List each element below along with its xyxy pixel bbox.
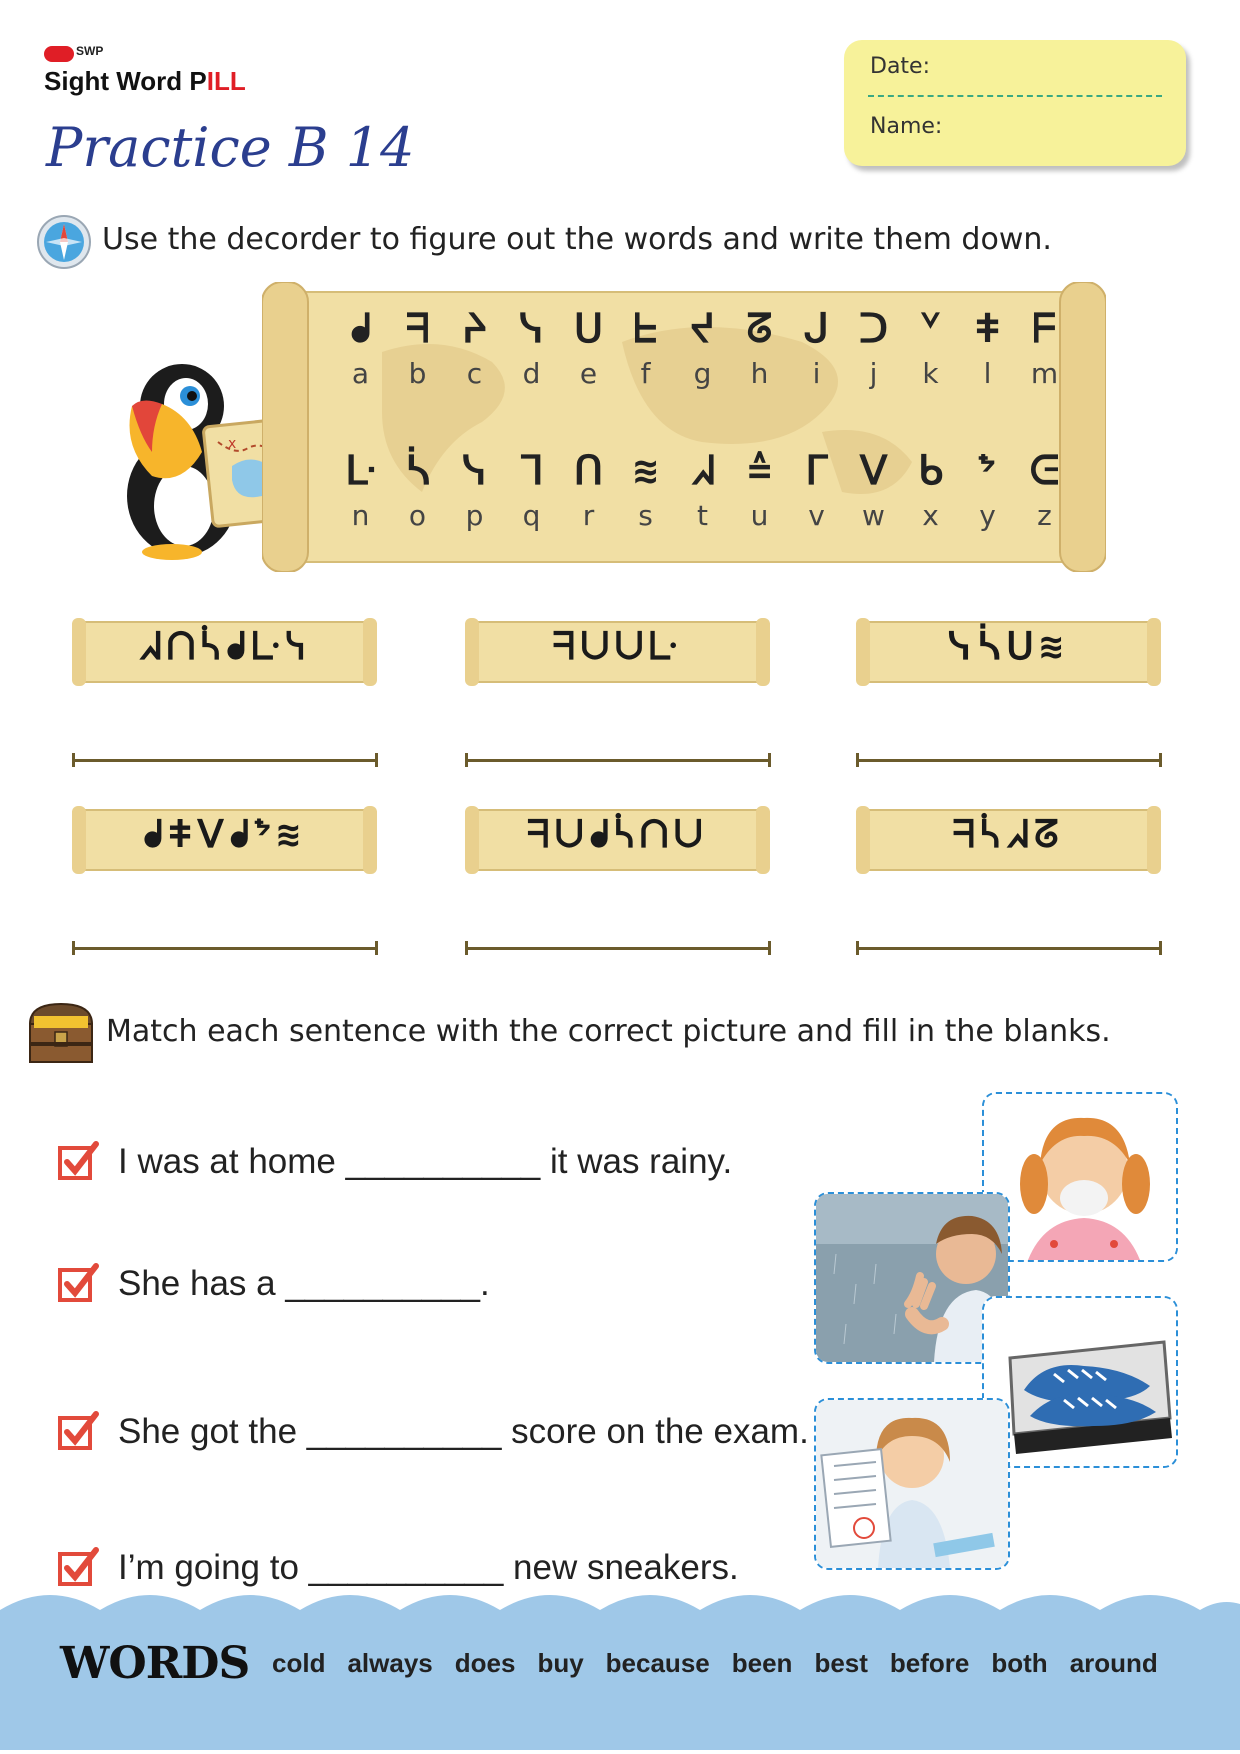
cipher-glyph: ᖮ [979, 448, 996, 494]
puzzle-code: ᖽᑎᓵᖱᒷᓭ [138, 624, 311, 668]
puzzle-scroll-1 [72, 618, 377, 686]
boy-at-rainy-window-photo[interactable] [814, 1192, 1010, 1364]
cipher-letter: x [922, 499, 939, 532]
answer-line-4[interactable] [72, 941, 378, 955]
word-item: before [889, 1648, 970, 1678]
sentence-1 [118, 1142, 732, 1182]
checkbox-icon [58, 1410, 100, 1452]
word-item: both [991, 1648, 1048, 1678]
answer-line-2[interactable] [465, 753, 771, 767]
section1-instruction: Use the decorder to figure out the words and write them down. [102, 222, 1052, 257]
cipher-letter: r [582, 499, 595, 532]
puzzle-scroll-3 [856, 618, 1161, 686]
cipher-letter: b [408, 357, 427, 390]
cipher-glyph: ≋ [633, 448, 658, 494]
cipher-letter: e [579, 357, 598, 390]
cipher-letter: h [750, 357, 769, 390]
cipher-glyph: ᒷ [345, 448, 376, 494]
cipher-glyph: ᓭ [519, 306, 544, 352]
cipher-glyph: ᖷ [405, 306, 430, 352]
cipher-glyph: ᒥ [805, 448, 828, 494]
name-label: Name: [870, 114, 943, 139]
word-item: because [605, 1648, 710, 1678]
words-title: WORDS [60, 1638, 250, 1689]
cipher-letter: l [983, 357, 992, 390]
cipher-letter: u [750, 499, 769, 532]
sentence-text: She got the [118, 1412, 307, 1451]
cipher-glyph: ᑎ [573, 448, 604, 494]
date-name-box [844, 40, 1186, 166]
cipher-glyph: ᘔ [746, 306, 773, 352]
cipher-glyph: ᖶ [633, 306, 658, 352]
cipher-glyph: ᔨ [461, 306, 488, 352]
checkbox-icon [58, 1262, 100, 1304]
puzzle-code: ᖷᑌᖱᓵᑎᑌ [526, 812, 709, 856]
logo-text [44, 66, 246, 97]
svg-text:x: x [228, 436, 237, 452]
logo-badge: SWP [76, 44, 104, 58]
puzzle-scroll-4 [72, 806, 377, 874]
checkbox-icon [58, 1546, 100, 1588]
page-title: Practice B 14 [46, 116, 415, 179]
word-item: around [1069, 1648, 1158, 1678]
puzzle-code: ᓭᓵᑌ≋ [948, 624, 1069, 668]
cipher-letter: f [640, 357, 651, 390]
puzzle-scroll-2 [465, 618, 770, 686]
word-item: buy [537, 1648, 584, 1678]
sentence-blank[interactable]: __________ [285, 1264, 480, 1303]
sentence-3 [118, 1412, 809, 1452]
word-item: does [454, 1648, 516, 1678]
cipher-letter: s [638, 499, 653, 532]
cipher-glyph: ᑲ [917, 448, 944, 494]
cipher-glyph: ᓵ [405, 448, 430, 494]
cipher-glyph: ᐯ [859, 448, 888, 494]
answer-line-3[interactable] [856, 753, 1162, 767]
cipher-letter: c [466, 357, 483, 390]
word-item: been [731, 1648, 793, 1678]
logo-text-accent: ILL [206, 66, 246, 96]
cipher-letter: j [869, 357, 878, 390]
cipher-glyph: ᒍ [803, 306, 830, 352]
puzzle-scroll-5 [465, 806, 770, 874]
section2-instruction: Match each sentence with the correct picture and fill in the blanks. [106, 1014, 1111, 1049]
sentence-text: I was at home [118, 1142, 346, 1181]
cipher-letter: m [1030, 357, 1059, 390]
cipher-glyph: ᘁ [920, 306, 941, 352]
puzzle-code: ᖱǂᐯᖱᖮ≋ [143, 812, 306, 856]
answer-line-5[interactable] [465, 941, 771, 955]
puzzle-code: ᖷᓵᖽᘔ [952, 812, 1065, 856]
checkbox-icon [58, 1140, 100, 1182]
sneakers-in-box-photo[interactable] [982, 1296, 1178, 1468]
date-divider [868, 95, 1162, 97]
cipher-glyph: ᑌ [573, 306, 604, 352]
cipher-letter: o [408, 499, 427, 532]
girl-with-test-photo[interactable] [814, 1398, 1010, 1570]
puzzle-scroll-6 [856, 806, 1161, 874]
cipher-letter: i [812, 357, 821, 390]
word-item: best [814, 1648, 868, 1678]
sentence-text: score on the exam. [501, 1412, 809, 1451]
cipher-letter: y [979, 499, 996, 532]
sentence-4 [118, 1548, 739, 1588]
cipher-glyph: ᓭ [462, 448, 487, 494]
cipher-glyph: ǂ [975, 306, 1000, 352]
compass-icon [36, 214, 92, 274]
decoder-row-2 [332, 446, 1073, 536]
cipher-letter: v [808, 499, 825, 532]
cipher-glyph: ᒣ [519, 448, 544, 494]
cipher-glyph: ≙ [747, 448, 772, 494]
cipher-glyph: ᕮ [1029, 448, 1060, 494]
cipher-letter: d [522, 357, 541, 390]
cipher-glyph: ᑐ [858, 306, 889, 352]
date-label: Date: [870, 54, 930, 79]
sentence-blank[interactable]: __________ [306, 1412, 502, 1451]
cipher-letter: p [465, 499, 484, 532]
cipher-letter: q [522, 499, 541, 532]
sentence-blank[interactable]: __________ [345, 1142, 541, 1181]
sentence-text: She has a [118, 1264, 286, 1303]
cipher-letter: n [351, 499, 370, 532]
decoder-row-1 [332, 304, 1073, 394]
cipher-letter: a [351, 357, 370, 390]
sentence-text: I’m going to [118, 1548, 309, 1587]
treasure-chest-icon [24, 998, 98, 1072]
cipher-glyph: ᖱ [350, 306, 371, 352]
sentence-text: new sneakers. [503, 1548, 739, 1587]
logo-pill-icon [44, 46, 74, 62]
answer-line-6[interactable] [856, 941, 1162, 955]
puzzle-code: ᖷᑌᑌᒷ [552, 624, 683, 668]
answer-line-1[interactable] [72, 753, 378, 767]
sentence-text: it was rainy. [540, 1142, 733, 1181]
cipher-glyph: ᔪ [689, 306, 716, 352]
cipher-glyph: ᖴ [1032, 306, 1057, 352]
cipher-letter: t [697, 499, 708, 532]
cipher-letter: k [922, 357, 939, 390]
cipher-letter: w [862, 499, 885, 532]
cipher-letter: g [693, 357, 712, 390]
cipher-glyph: ᖽ [690, 448, 715, 494]
logo-text-main: Sight Word P [44, 66, 207, 96]
word-item: always [347, 1648, 433, 1678]
cipher-letter: z [1037, 499, 1052, 532]
sentence-text: . [480, 1264, 490, 1303]
sentence-2 [118, 1264, 490, 1304]
words-list [272, 1648, 1158, 1679]
word-item: cold [272, 1648, 326, 1678]
girl-sneezing-photo[interactable] [982, 1092, 1178, 1262]
decoder-scroll [262, 282, 1106, 572]
sentence-blank[interactable]: __________ [308, 1548, 504, 1587]
